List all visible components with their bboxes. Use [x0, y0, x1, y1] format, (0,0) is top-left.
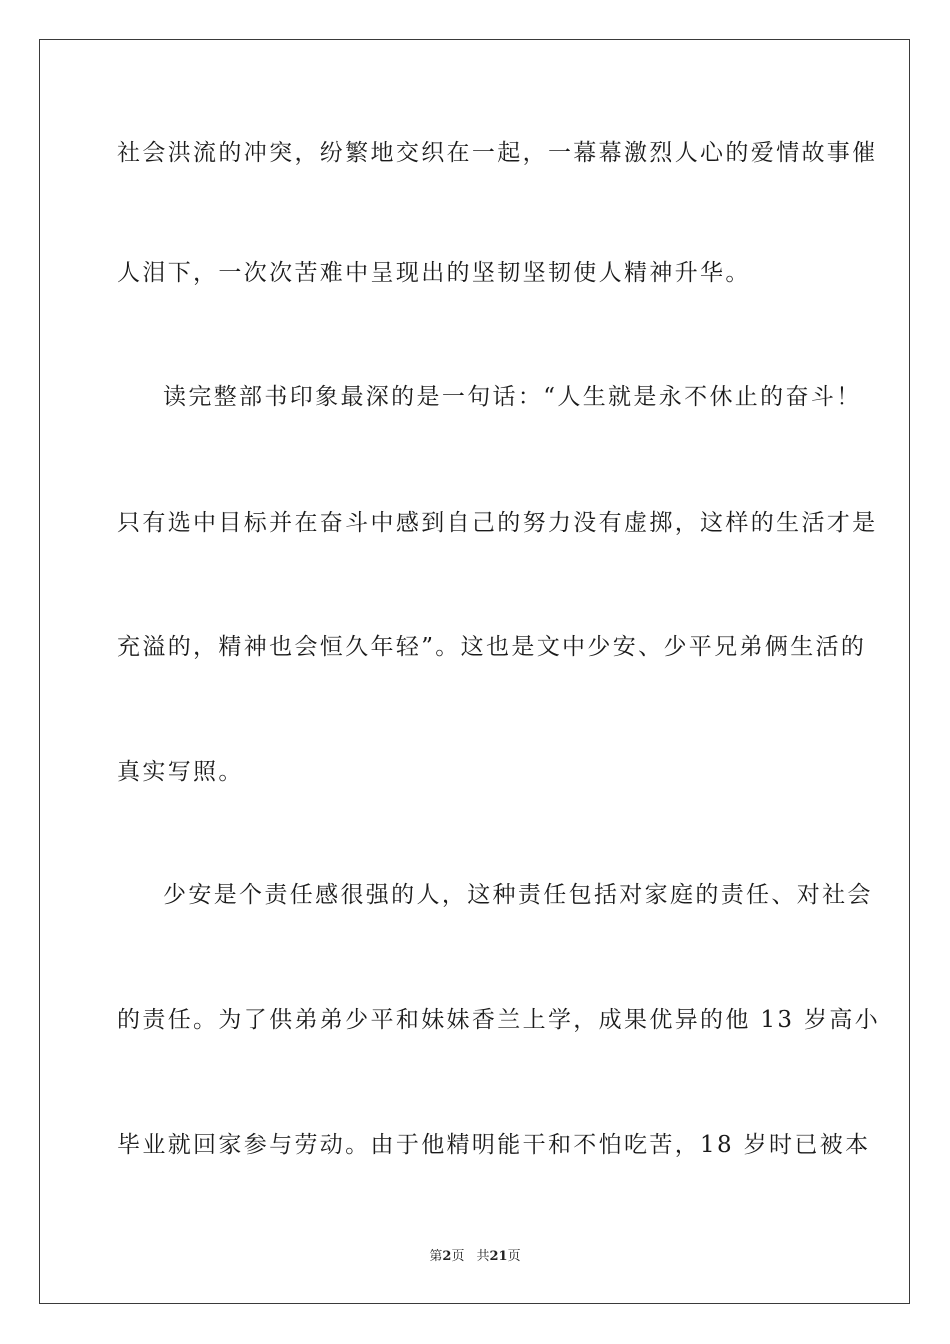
- paragraph-line-4: 只有选中目标并在奋斗中感到自己的努力没有虚掷，这样的生活才是: [117, 510, 878, 536]
- page-footer: [0, 1249, 950, 1265]
- paragraph-line-5: 充溢的，精神也会恒久年轻”。这也是文中少安、少平兄弟俩生活的: [117, 634, 867, 660]
- paragraph-line-7: 少安是个责任感很强的人，这种责任包括对家庭的责任、对社会: [163, 882, 873, 908]
- page-label-prefix: 第: [429, 1249, 443, 1264]
- paragraph-line-1: 社会洪流的冲突，纷繁地交织在一起，一幕幕激烈人心的爱情故事催: [117, 140, 878, 166]
- total-label-suffix: 页: [507, 1249, 521, 1264]
- paragraph-line-8: 的责任。为了供弟弟少平和妹妹香兰上学，成果优异的他 13 岁高小: [117, 1007, 881, 1033]
- page-border: [39, 39, 910, 1304]
- page-label-suffix: 页: [451, 1249, 465, 1264]
- paragraph-line-6: 真实写照。: [117, 759, 244, 785]
- paragraph-line-3: 读完整部书印象最深的是一句话：“人生就是永不休止的奋斗！: [163, 384, 862, 410]
- total-label-prefix: 共: [476, 1249, 490, 1264]
- paragraph-line-2: 人泪下，一次次苦难中呈现出的坚韧坚韧使人精神升华。: [117, 260, 751, 286]
- page-number: 2: [442, 1249, 452, 1264]
- total-pages: 21: [489, 1249, 508, 1264]
- paragraph-line-9: 毕业就回家参与劳动。由于他精明能干和不怕吃苦，18 岁时已被本: [117, 1132, 871, 1158]
